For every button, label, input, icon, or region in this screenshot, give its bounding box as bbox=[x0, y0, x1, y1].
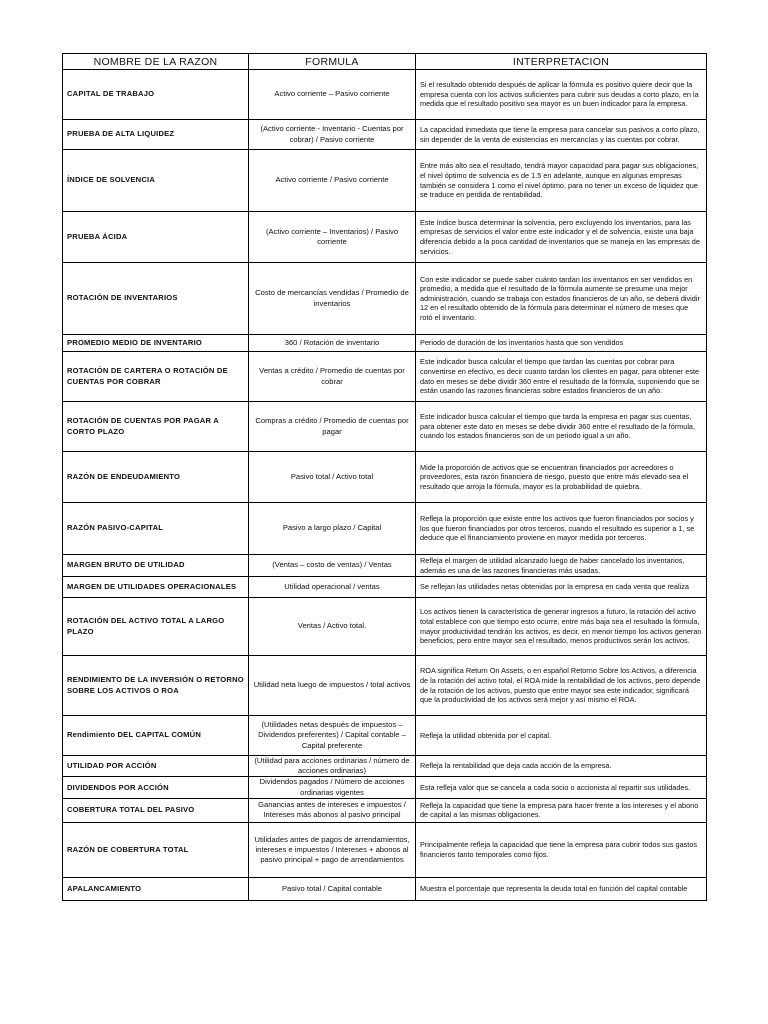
table-row bbox=[63, 452, 707, 503]
ratio-name: APALANCAMIENTO bbox=[63, 877, 249, 900]
ratio-formula: (Ventas – costo de ventas) / Ventas bbox=[249, 555, 416, 577]
ratio-formula: Ventas / Activo total. bbox=[249, 598, 416, 656]
header-formula: FORMULA bbox=[249, 54, 416, 70]
ratio-interpretation: Periodo de duración de los inventarios hasta que son vendidos bbox=[416, 335, 707, 352]
ratio-formula: Ganancias antes de intereses e impuestos / Intereses más abonos al pasivo principal bbox=[249, 798, 416, 822]
table-row bbox=[63, 577, 707, 598]
ratio-name: PROMEDIO MEDIO DE INVENTARIO bbox=[63, 335, 249, 352]
table-row bbox=[63, 877, 707, 900]
table-row bbox=[63, 150, 707, 212]
ratio-formula: Utilidades antes de pagos de arrendamientos, intereses e impuestos / Intereses + abonos al pasivo principal + pago de arrendamientos bbox=[249, 822, 416, 877]
table-row bbox=[63, 798, 707, 822]
ratio-interpretation: Refleja la utilidad obtenida por el capital. bbox=[416, 716, 707, 756]
header-interpretation: INTERPRETACION bbox=[416, 54, 707, 70]
ratio-name: PRUEBA DE ALTA LIQUIDEZ bbox=[63, 120, 249, 150]
ratio-formula: Costo de mercancías vendidas / Promedio de inventarios bbox=[249, 263, 416, 335]
ratio-name: CAPITAL DE TRABAJO bbox=[63, 70, 249, 120]
ratio-formula: Ventas a crédito / Promedio de cuentas por cobrar bbox=[249, 352, 416, 402]
ratio-formula: (Activo corriente – Inventarios) / Pasivo corriente bbox=[249, 212, 416, 263]
ratio-formula: Pasivo total / Activo total bbox=[249, 452, 416, 503]
ratio-formula: Activo corriente – Pasivo corriente bbox=[249, 70, 416, 120]
ratio-interpretation: La capacidad inmediata que tiene la empresa para cancelar sus pasivos a corto plazo, sin depender de la venta de existencias en mercancías y las cuentas por cobrar. bbox=[416, 120, 707, 150]
ratio-interpretation: Este índice busca determinar la solvencia, pero excluyendo los inventarios, para las empresas de servicios el valor entre este indicador y el de solvencia, existe una baja diferencia debido a la poca cantidad de inventarios que se maneja en las empresas de servicios. bbox=[416, 212, 707, 263]
table-row bbox=[63, 598, 707, 656]
ratio-formula: Dividendos pagados / Número de acciones ordinarias vigentes bbox=[249, 777, 416, 798]
ratio-interpretation: Muestra el porcentaje que representa la deuda total en función del capital contable bbox=[416, 877, 707, 900]
table-row bbox=[63, 716, 707, 756]
ratio-formula: (Utilidades netas después de impuestos – Dividendos preferentes) / Capital contable – Capital preferente bbox=[249, 716, 416, 756]
ratio-interpretation: Refleja la capacidad que tiene la empresa para hacer frente a los intereses y el abono de capital a las mismas obligaciones. bbox=[416, 798, 707, 822]
ratio-interpretation: Mide la proporción de activos que se encuentran financiados por acreedores o proveedores, esta razón financiera de riesgo, puesto que entre más elevado sea el resultado que arroja la fórmula, mayor es la probabilidad de quiebra. bbox=[416, 452, 707, 503]
ratio-interpretation: ROA significa Return On Assets, o en español Retorno Sobre los Activos, a diferencia de la rotación del activo total, el ROA mide la rentabilidad de los activos, pero depende de la rotación de los activos, puesto que entre mayor sea este indicador, significará que la productividad de los activos será mejor y así mismo el ROA. bbox=[416, 656, 707, 716]
ratio-name: ROTACIÓN DE CARTERA O ROTACIÓN DE CUENTAS POR COBRAR bbox=[63, 352, 249, 402]
ratio-formula: (Activo corriente - Inventario - Cuentas por cobrar) / Pasivo corriente bbox=[249, 120, 416, 150]
ratio-interpretation: Si el resultado obtenido después de aplicar la fórmula es positivo quiere decir que la empresa cuenta con los activos suficientes para cubrir sus deudas a corto plazo, en la medida que el resultado positivo sea mayor es un buen indicador para la empresa. bbox=[416, 70, 707, 120]
table-row bbox=[63, 656, 707, 716]
table-row bbox=[63, 555, 707, 577]
ratio-name: UTILIDAD POR ACCIÓN bbox=[63, 756, 249, 777]
table-row bbox=[63, 756, 707, 777]
ratio-name: MARGEN DE UTILIDADES OPERACIONALES bbox=[63, 577, 249, 598]
table-row bbox=[63, 120, 707, 150]
ratio-name: MARGEN BRUTO DE UTILIDAD bbox=[63, 555, 249, 577]
table-row bbox=[63, 822, 707, 877]
ratio-name: ROTACIÓN DE CUENTAS POR PAGAR A CORTO PLAZO bbox=[63, 402, 249, 452]
table-row bbox=[63, 402, 707, 452]
ratio-formula: Pasivo total / Capital contable bbox=[249, 877, 416, 900]
ratio-formula: Pasivo a largo plazo / Capital bbox=[249, 503, 416, 555]
table-row bbox=[63, 503, 707, 555]
ratio-name: PRUEBA ÁCIDA bbox=[63, 212, 249, 263]
ratio-interpretation: Refleja el margen de utilidad alcanzado luego de haber cancelado los inventarios, además es una de las razones financieras más usadas. bbox=[416, 555, 707, 577]
ratio-interpretation: Con este indicador se puede saber cuánto tardan los inventarios en ser vendidos en promedio, a medida que el resultado de la fórmula aumente se presume una mejor administración, cuando se trabaja con estados financieros de un año, se deberá dividir 12 en el resultado obtenido de la fórmula para determinar el número de meses que rotó el inventario. bbox=[416, 263, 707, 335]
ratios-table bbox=[62, 53, 707, 901]
table-row bbox=[63, 212, 707, 263]
ratio-formula: 360 / Rotación de inventario bbox=[249, 335, 416, 352]
ratio-name: RAZÓN DE COBERTURA TOTAL bbox=[63, 822, 249, 877]
ratio-name: ROTACIÓN DE INVENTARIOS bbox=[63, 263, 249, 335]
ratio-interpretation: Esta refleja valor que se cancela a cada socio o accionista al repartir sus utilidades. bbox=[416, 777, 707, 798]
table-row bbox=[63, 777, 707, 798]
ratio-name: Rendimiento DEL CAPITAL COMÚN bbox=[63, 716, 249, 756]
ratio-formula: Utilidad operacional / ventas bbox=[249, 577, 416, 598]
ratio-name: RENDIMIENTO DE LA INVERSIÓN O RETORNO SOBRE LOS ACTIVOS O ROA bbox=[63, 656, 249, 716]
ratio-name: RAZÓN PASIVO-CAPITAL bbox=[63, 503, 249, 555]
ratio-interpretation: Principalmente refleja la capacidad que tiene la empresa para cubrir todos sus gastos financieros tanto temporales como fijos. bbox=[416, 822, 707, 877]
table-row bbox=[63, 70, 707, 120]
ratio-name: COBERTURA TOTAL DEL PASIVO bbox=[63, 798, 249, 822]
ratio-interpretation: Los activos tienen la característica de generar ingresos a futuro, la rotación del activo total establece con que tiempo esto ocurre, entre más baja sea el resultado la fórmula, mayor productividad tendrán los activos, es decir, en menor tiempo los activos generan beneficios, pero entre mayor sea el resultado, menos productivos serán los activos. bbox=[416, 598, 707, 656]
ratio-name: RAZÓN DE ENDEUDAMIENTO bbox=[63, 452, 249, 503]
ratio-name: ROTACIÓN DEL ACTIVO TOTAL A LARGO PLAZO bbox=[63, 598, 249, 656]
ratio-formula: Utilidad neta luego de impuestos / total activos bbox=[249, 656, 416, 716]
ratio-name: ÍNDICE DE SOLVENCIA bbox=[63, 150, 249, 212]
header-name: NOMBRE DE LA RAZON bbox=[63, 54, 249, 70]
table-row bbox=[63, 263, 707, 335]
ratio-interpretation: Este indicador busca calcular el tiempo que tardan las cuentas por cobrar para convertirse en efectivo, es decir cuanto tardan los clientes en pagar, para obtener este dato en meses se debe dividir 360 entre el resultado de la fórmula, suponiendo que se están usando las razones financieras sobre estados financieros de un año. bbox=[416, 352, 707, 402]
table-row bbox=[63, 335, 707, 352]
ratio-formula: (Utilidad para acciones ordinarias / número de acciones ordinarias) bbox=[249, 756, 416, 777]
ratio-interpretation: Este indicador busca calcular el tiempo que tarda la empresa en pagar sus cuentas, para obtener este dato en meses se debe dividir 360 entre el resultado de la fórmula, cuando los estados financieros son de un periodo igual a un año. bbox=[416, 402, 707, 452]
ratio-interpretation: Se reflejan las utilidades netas obtenidas por la empresa en cada venta que realiza bbox=[416, 577, 707, 598]
ratio-interpretation: Refleja la proporción que existe entre los activos que fueron financiados por socios y los que fueron financiados por otros terceros, cuando el resultado es superior a 1, se deduce que el financiamiento proviene en mayor medida por terceros. bbox=[416, 503, 707, 555]
ratio-formula: Activo corriente / Pasivo corriente bbox=[249, 150, 416, 212]
ratio-name: DIVIDENDOS POR ACCIÓN bbox=[63, 777, 249, 798]
ratio-interpretation: Refleja la rentabilidad que deja cada acción de la empresa. bbox=[416, 756, 707, 777]
table-row bbox=[63, 352, 707, 402]
ratio-interpretation: Entre más alto sea el resultado, tendrá mayor capacidad para pagar sus obligaciones, el nivel óptimo de solvencia es de 1.5 en adelante, aunque en algunas empresas también se considera 1 como el nivel óptimo, para no tener un exceso de liquidez que se traduce en perdida de rentabilidad. bbox=[416, 150, 707, 212]
ratio-formula: Compras a crédito / Promedio de cuentas por pagar bbox=[249, 402, 416, 452]
header-row bbox=[63, 54, 707, 70]
